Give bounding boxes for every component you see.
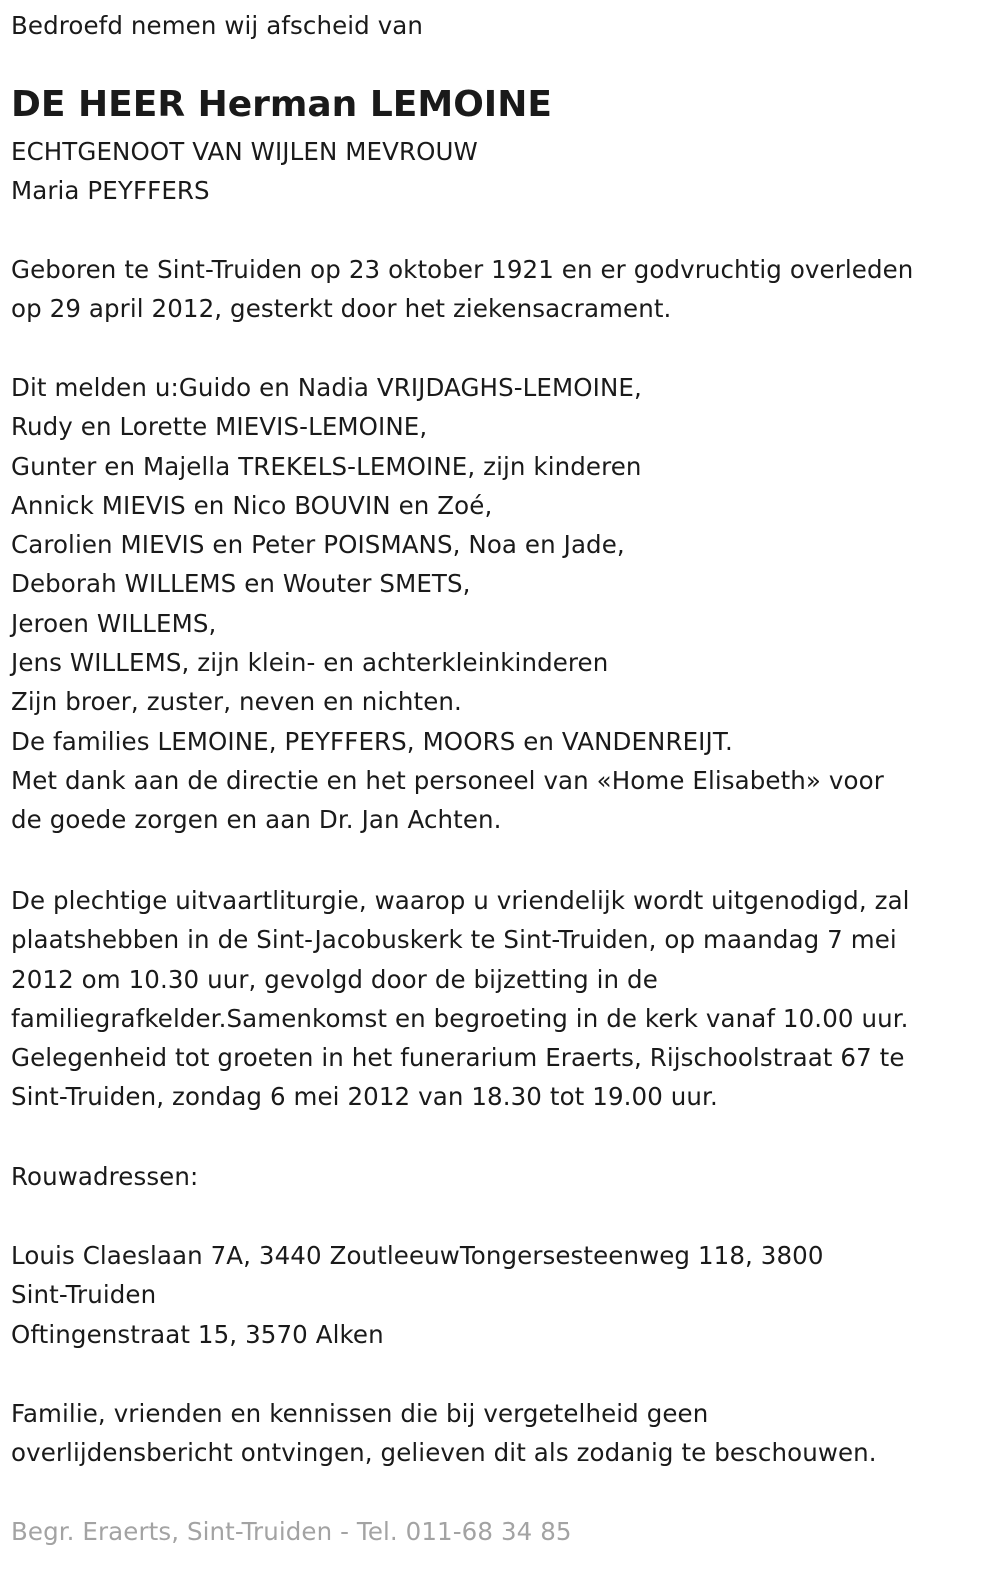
- birth-death-section: [11, 250, 913, 329]
- rouwadressen-section: [11, 1157, 198, 1196]
- address-line: Oftingenstraat 15, 3570 Alken: [11, 1319, 384, 1349]
- family-line: Met dank aan de directie en het personeel van «Home Elisabeth» voor: [11, 765, 884, 795]
- notice-line: overlijdensbericht ontvingen, gelieven dit als zodanig te beschouwen.: [11, 1438, 877, 1468]
- intro-text: Bedroefd nemen wij afscheid van: [11, 11, 424, 40]
- rouwadressen-label: Rouwadressen:: [11, 1162, 199, 1191]
- address-line: Sint-Truiden: [11, 1280, 157, 1310]
- spouse-section: [11, 132, 478, 211]
- death-line: op 29 april 2012, gesterkt door het ziekensacrament.: [11, 294, 672, 324]
- funeral-line: plaatshebben in de Sint-Jacobuskerk te Sint-Truiden, op maandag 7 mei: [11, 925, 897, 955]
- family-line: Deborah WILLEMS en Wouter SMETS,: [11, 569, 471, 599]
- family-line: Jens WILLEMS, zijn klein- en achterkleinkinderen: [11, 648, 609, 678]
- funeral-line: familiegrafkelder.Samenkomst en begroeting in de kerk vanaf 10.00 uur.: [11, 1003, 909, 1033]
- funeral-section: [11, 881, 910, 1117]
- funeral-line: De plechtige uitvaartliturgie, waarop u vriendelijk wordt uitgenodigd, zal: [11, 886, 910, 915]
- addresses-section: [11, 1236, 824, 1354]
- family-line: Dit melden u:Guido en Nadia VRIJDAGHS-LEMOINE,: [11, 373, 642, 402]
- family-line: Rudy en Lorette MIEVIS-LEMOINE,: [11, 412, 428, 442]
- spouse-name: Maria PEYFFERS: [11, 176, 210, 206]
- family-line: Gunter en Majella TREKELS-LEMOINE, zijn kinderen: [11, 451, 642, 481]
- funeral-line: 2012 om 10.30 uur, gevolgd door de bijzetting in de: [11, 964, 658, 994]
- family-line: Annick MIEVIS en Nico BOUVIN en Zoé,: [11, 490, 493, 520]
- deceased-name: DE HEER Herman LEMOINE: [11, 84, 552, 125]
- family-line: De families LEMOINE, PEYFFERS, MOORS en VANDENREIJT.: [11, 726, 733, 756]
- funeral-line: Sint-Truiden, zondag 6 mei 2012 van 18.30 tot 19.00 uur.: [11, 1082, 718, 1112]
- family-line: Jeroen WILLEMS,: [11, 608, 217, 638]
- family-line: de goede zorgen en aan Dr. Jan Achten.: [11, 805, 502, 835]
- family-line: Carolien MIEVIS en Peter POISMANS, Noa en Jade,: [11, 530, 625, 560]
- funeral-home-footer: Begr. Eraerts, Sint-Truiden - Tel. 011-68 34 85: [11, 1517, 572, 1546]
- family-section: [11, 368, 884, 840]
- notice-section: [11, 1394, 877, 1473]
- spouse-line: ECHTGENOOT VAN WIJLEN MEVROUW: [11, 137, 478, 166]
- family-line: Zijn broer, zuster, neven en nichten.: [11, 687, 462, 717]
- birth-line: Geboren te Sint-Truiden op 23 oktober 1921 en er godvruchtig overleden: [11, 255, 914, 284]
- notice-line: Familie, vrienden en kennissen die bij vergetelheid geen: [11, 1399, 709, 1428]
- funeral-line: Gelegenheid tot groeten in het funerarium Eraerts, Rijschoolstraat 67 te: [11, 1043, 905, 1073]
- address-line: Louis Claeslaan 7A, 3440 ZoutleeuwTongersesteenweg 118, 3800: [11, 1241, 824, 1270]
